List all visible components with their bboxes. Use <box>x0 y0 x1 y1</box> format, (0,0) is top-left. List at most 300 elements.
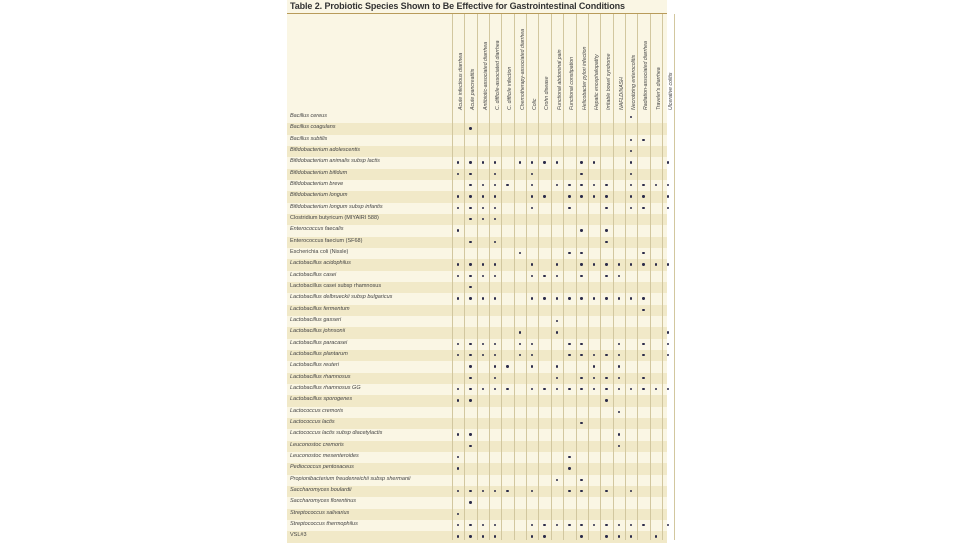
effective-mark <box>494 297 496 299</box>
effective-mark <box>568 524 570 526</box>
effective-mark <box>605 297 607 299</box>
species-name: Bifidobacterium bifidum <box>290 169 348 176</box>
column-header-label: Chemotherapy-associated diarrhea <box>519 28 526 110</box>
column-divider <box>489 14 490 540</box>
effective-mark <box>568 343 570 345</box>
effective-mark <box>457 207 459 209</box>
effective-mark <box>642 297 644 299</box>
effective-mark <box>494 263 496 265</box>
species-name: Lactobacillus fermentum <box>290 305 350 312</box>
column-divider <box>501 14 502 540</box>
column-header <box>577 18 587 110</box>
effective-mark <box>556 388 558 390</box>
effective-mark <box>457 535 459 537</box>
column-header-label: Antibiotic-associated diarrhea <box>482 41 489 110</box>
species-name: Clostridium butyricum (MIYAIRI 588) <box>290 214 379 221</box>
effective-mark <box>655 388 657 390</box>
effective-mark <box>618 354 620 356</box>
effective-mark <box>568 252 570 254</box>
effective-mark <box>556 275 558 277</box>
species-name: Bacillus cereus <box>290 113 327 119</box>
effective-mark <box>630 535 632 537</box>
effective-mark <box>494 524 496 526</box>
effective-mark <box>494 275 496 277</box>
effective-mark <box>482 207 484 209</box>
effective-mark <box>642 207 644 209</box>
effective-mark <box>519 354 521 356</box>
effective-mark <box>457 399 459 401</box>
species-name: Propionibacterium freudenreichii subsp shermanii <box>290 475 411 482</box>
effective-mark <box>605 229 607 231</box>
effective-mark <box>482 195 484 197</box>
column-header <box>453 18 463 110</box>
effective-mark <box>556 320 558 322</box>
effective-mark <box>593 354 595 356</box>
effective-mark <box>543 388 545 390</box>
species-name: Bifidobacterium longum subsp infantis <box>290 203 383 210</box>
effective-mark <box>618 445 620 447</box>
effective-mark <box>482 275 484 277</box>
effective-mark <box>482 218 484 220</box>
column-divider <box>613 14 614 540</box>
effective-mark <box>630 388 632 390</box>
effective-mark <box>605 195 607 197</box>
effective-mark <box>605 354 607 356</box>
effective-mark <box>469 354 471 356</box>
species-name: Lactobacillus paracasei <box>290 339 348 346</box>
effective-mark <box>605 490 607 492</box>
effective-mark <box>531 275 533 277</box>
effective-mark <box>457 263 459 265</box>
effective-mark <box>457 173 459 175</box>
effective-mark <box>469 127 471 129</box>
effective-mark <box>506 184 508 186</box>
effective-mark <box>469 501 471 503</box>
effective-mark <box>494 241 496 243</box>
column-divider <box>551 14 552 540</box>
column-header <box>502 18 512 110</box>
effective-mark <box>605 241 607 243</box>
effective-mark <box>531 297 533 299</box>
effective-mark <box>605 207 607 209</box>
effective-mark <box>482 490 484 492</box>
effective-mark <box>543 275 545 277</box>
effective-mark <box>556 377 558 379</box>
effective-mark <box>556 263 558 265</box>
effective-mark <box>580 161 582 163</box>
effective-mark <box>568 184 570 186</box>
effective-mark <box>457 195 459 197</box>
effective-mark <box>469 195 471 197</box>
effective-mark <box>469 535 471 537</box>
effective-mark <box>580 195 582 197</box>
effective-mark <box>469 184 471 186</box>
effective-mark <box>457 490 459 492</box>
effective-mark <box>618 343 620 345</box>
effective-mark <box>618 388 620 390</box>
effective-mark <box>630 161 632 163</box>
effective-mark <box>580 377 582 379</box>
effective-mark <box>482 535 484 537</box>
effective-mark <box>543 535 545 537</box>
species-name: Lactobacillus sporogenes <box>290 396 353 403</box>
species-name: Lactococcus cremoris <box>290 407 344 414</box>
column-divider <box>477 14 478 540</box>
effective-mark <box>494 184 496 186</box>
column-header-label: Crohn disease <box>544 76 551 110</box>
effective-mark <box>580 343 582 345</box>
effective-mark <box>593 388 595 390</box>
effective-mark <box>568 195 570 197</box>
column-header-label: NAFLD/NASH <box>618 77 625 110</box>
effective-mark <box>469 161 471 163</box>
effective-mark <box>667 207 669 209</box>
effective-mark <box>494 161 496 163</box>
column-divider <box>637 14 638 540</box>
effective-mark <box>642 524 644 526</box>
effective-mark <box>642 309 644 311</box>
species-name: Enterococcus faecalis <box>290 226 344 233</box>
column-header <box>515 18 525 110</box>
effective-mark <box>642 263 644 265</box>
effective-mark <box>618 433 620 435</box>
effective-mark <box>605 524 607 526</box>
effective-mark <box>556 331 558 333</box>
column-header-label: Ulcerative colitis <box>667 72 674 110</box>
effective-mark <box>457 433 459 435</box>
effective-mark <box>556 365 558 367</box>
column-divider <box>452 14 453 540</box>
species-name: Lactobacillus acidophilus <box>290 260 351 267</box>
effective-mark <box>482 184 484 186</box>
effective-mark <box>605 535 607 537</box>
effective-mark <box>642 377 644 379</box>
effective-mark <box>618 377 620 379</box>
column-divider <box>526 14 527 540</box>
species-name: Lactobacillus reuteri <box>290 362 339 369</box>
effective-mark <box>469 388 471 390</box>
effective-mark <box>593 263 595 265</box>
effective-mark <box>580 184 582 186</box>
column-header-label: Functional constipation <box>569 56 576 110</box>
effective-mark <box>494 173 496 175</box>
effective-mark <box>469 377 471 379</box>
column-header-label: Functional abdominal pain <box>556 49 563 110</box>
effective-mark <box>469 399 471 401</box>
species-name: Lactobacillus casei subsp rhamnosus <box>290 282 382 289</box>
effective-mark <box>519 252 521 254</box>
effective-mark <box>568 207 570 209</box>
column-divider <box>662 14 663 540</box>
species-name: Lactococcus lactis subsp diacetylactis <box>290 430 383 437</box>
effective-mark <box>531 524 533 526</box>
effective-mark <box>642 195 644 197</box>
effective-mark <box>630 297 632 299</box>
effective-mark <box>667 195 669 197</box>
column-header <box>626 18 636 110</box>
effective-mark <box>494 535 496 537</box>
effective-mark <box>580 173 582 175</box>
effective-mark <box>482 388 484 390</box>
column-divider <box>600 14 601 540</box>
effective-mark <box>630 139 632 141</box>
effective-mark <box>506 388 508 390</box>
effective-mark <box>655 263 657 265</box>
effective-mark <box>642 139 644 141</box>
effective-mark <box>469 343 471 345</box>
effective-mark <box>457 513 459 515</box>
column-header <box>638 18 648 110</box>
effective-mark <box>618 263 620 265</box>
effective-mark <box>482 354 484 356</box>
effective-mark <box>469 207 471 209</box>
effective-mark <box>556 161 558 163</box>
effective-mark <box>605 263 607 265</box>
effective-mark <box>630 184 632 186</box>
effective-mark <box>469 263 471 265</box>
effective-mark <box>457 467 459 469</box>
effective-mark <box>593 365 595 367</box>
column-header-label: Necrotizing enterocolitis <box>630 54 637 110</box>
effective-mark <box>531 173 533 175</box>
column-divider <box>563 14 564 540</box>
effective-mark <box>593 524 595 526</box>
effective-mark <box>630 195 632 197</box>
column-divider <box>576 14 577 540</box>
effective-mark <box>482 263 484 265</box>
effective-mark <box>531 343 533 345</box>
effective-mark <box>667 331 669 333</box>
effective-mark <box>655 184 657 186</box>
effective-mark <box>667 343 669 345</box>
column-header <box>465 18 475 110</box>
effective-mark <box>457 229 459 231</box>
column-divider <box>588 14 589 540</box>
effective-mark <box>568 354 570 356</box>
effective-mark <box>618 535 620 537</box>
effective-mark <box>580 490 582 492</box>
species-name: VSL#3 <box>290 532 307 539</box>
effective-mark <box>469 241 471 243</box>
column-header <box>527 18 537 110</box>
effective-mark <box>642 252 644 254</box>
species-name: Lactobacillus casei <box>290 271 337 278</box>
effective-mark <box>605 388 607 390</box>
effective-mark <box>667 388 669 390</box>
column-header <box>564 18 574 110</box>
effective-mark <box>580 479 582 481</box>
species-name: Bifidobacterium animalis subsp lactis <box>290 158 380 165</box>
species-name: Bifidobacterium breve <box>290 180 344 187</box>
effective-mark <box>457 388 459 390</box>
effective-mark <box>531 184 533 186</box>
effective-mark <box>593 297 595 299</box>
effective-mark <box>543 524 545 526</box>
species-name: Escherichia coli (Nissle) <box>290 248 349 255</box>
species-name: Lactobacillus delbrueckii subsp bulgaricus <box>290 294 393 301</box>
column-divider <box>650 14 651 540</box>
effective-mark <box>630 150 632 152</box>
column-header-label: Radiation-associated diarrhea <box>643 41 650 110</box>
effective-mark <box>618 297 620 299</box>
effective-mark <box>630 263 632 265</box>
effective-mark <box>605 377 607 379</box>
effective-mark <box>556 184 558 186</box>
effective-mark <box>494 207 496 209</box>
species-name: Leuconostoc mesenteroides <box>290 452 359 459</box>
column-header <box>490 18 500 110</box>
species-name: Leuconostoc cremoris <box>290 441 344 448</box>
effective-mark <box>469 286 471 288</box>
effective-mark <box>580 388 582 390</box>
effective-mark <box>494 377 496 379</box>
effective-mark <box>605 399 607 401</box>
effective-mark <box>568 467 570 469</box>
effective-mark <box>519 331 521 333</box>
effective-mark <box>630 490 632 492</box>
effective-mark <box>531 161 533 163</box>
effective-mark <box>568 297 570 299</box>
effective-mark <box>667 524 669 526</box>
effective-mark <box>580 252 582 254</box>
column-header-label: Traveler's diarrhea <box>655 67 662 110</box>
effective-mark <box>494 354 496 356</box>
effective-mark <box>531 354 533 356</box>
effective-mark <box>642 354 644 356</box>
species-name: Bifidobacterium longum <box>290 192 348 199</box>
effective-mark <box>568 490 570 492</box>
column-divider <box>625 14 626 540</box>
effective-mark <box>457 343 459 345</box>
effective-mark <box>642 184 644 186</box>
column-header-label: Helicobacter pylori infection <box>581 46 588 110</box>
effective-mark <box>457 354 459 356</box>
effective-mark <box>580 422 582 424</box>
effective-mark <box>543 161 545 163</box>
effective-mark <box>469 173 471 175</box>
column-header-label: C. difficile-associated diarrhea <box>495 40 502 110</box>
species-name: Enterococcus faecium (SF68) <box>290 237 363 244</box>
effective-mark <box>605 275 607 277</box>
species-name: Bifidobacterium adolescentis <box>290 146 361 153</box>
effective-mark <box>469 297 471 299</box>
effective-mark <box>630 524 632 526</box>
effective-mark <box>519 161 521 163</box>
species-name: Pediococcus pentosaceus <box>290 464 354 471</box>
effective-mark <box>531 535 533 537</box>
effective-mark <box>469 490 471 492</box>
effective-mark <box>469 218 471 220</box>
column-header <box>539 18 549 110</box>
column-header <box>478 18 488 110</box>
effective-mark <box>580 535 582 537</box>
effective-mark <box>642 343 644 345</box>
column-divider <box>674 14 675 540</box>
effective-mark <box>667 354 669 356</box>
effective-mark <box>531 388 533 390</box>
effective-mark <box>580 229 582 231</box>
effective-mark <box>580 275 582 277</box>
column-header <box>589 18 599 110</box>
species-name: Lactobacillus rhamnosus <box>290 373 351 380</box>
column-divider <box>464 14 465 540</box>
effective-mark <box>506 490 508 492</box>
effective-mark <box>655 535 657 537</box>
effective-mark <box>642 388 644 390</box>
species-name: Streptococcus salivarius <box>290 509 350 516</box>
species-name: Bacillus coagulans <box>290 124 336 131</box>
column-header-label: Hepatic encephalopathy <box>593 54 600 110</box>
species-name: Lactobacillus gasseri <box>290 316 342 323</box>
species-name: Bacillus subtilis <box>290 135 328 142</box>
effective-mark <box>519 343 521 345</box>
table-sheet <box>287 0 674 540</box>
effective-mark <box>494 388 496 390</box>
effective-mark <box>618 365 620 367</box>
table-title: Table 2. Probiotic Species Shown to Be Effective for Gastrointestinal Conditions <box>290 1 625 11</box>
effective-mark <box>667 161 669 163</box>
effective-mark <box>568 388 570 390</box>
effective-mark <box>580 524 582 526</box>
effective-mark <box>494 343 496 345</box>
effective-mark <box>543 195 545 197</box>
effective-mark <box>494 365 496 367</box>
column-header <box>614 18 624 110</box>
species-name: Saccharomyces florentinus <box>290 498 357 505</box>
effective-mark <box>556 479 558 481</box>
effective-mark <box>494 490 496 492</box>
effective-mark <box>457 297 459 299</box>
effective-mark <box>469 365 471 367</box>
column-header-label: C. difficile infection <box>507 66 514 110</box>
effective-mark <box>630 173 632 175</box>
column-divider <box>514 14 515 540</box>
effective-mark <box>482 161 484 163</box>
effective-mark <box>506 365 508 367</box>
effective-mark <box>543 297 545 299</box>
species-name: Lactobacillus johnsonii <box>290 328 346 335</box>
effective-mark <box>482 343 484 345</box>
effective-mark <box>457 456 459 458</box>
column-header <box>651 18 661 110</box>
column-header-label: Acute infectious diarrhea <box>458 52 464 110</box>
effective-mark <box>618 275 620 277</box>
effective-mark <box>457 524 459 526</box>
effective-mark <box>580 263 582 265</box>
column-header-label: Colic <box>532 98 539 110</box>
effective-mark <box>605 184 607 186</box>
effective-mark <box>457 161 459 163</box>
effective-mark <box>667 263 669 265</box>
effective-mark <box>618 524 620 526</box>
effective-mark <box>667 184 669 186</box>
column-header-label: Irritable bowel syndrome <box>606 53 613 110</box>
column-header-label: Acute pancreatitis <box>470 68 477 110</box>
species-name: Lactobacillus plantarum <box>290 350 348 357</box>
effective-mark <box>531 195 533 197</box>
effective-mark <box>580 354 582 356</box>
effective-mark <box>531 263 533 265</box>
effective-mark <box>568 456 570 458</box>
effective-mark <box>482 524 484 526</box>
effective-mark <box>593 195 595 197</box>
effective-mark <box>469 524 471 526</box>
effective-mark <box>556 524 558 526</box>
effective-mark <box>593 161 595 163</box>
effective-mark <box>494 195 496 197</box>
species-name: Streptococcus thermophilus <box>290 520 358 527</box>
column-divider <box>538 14 539 540</box>
